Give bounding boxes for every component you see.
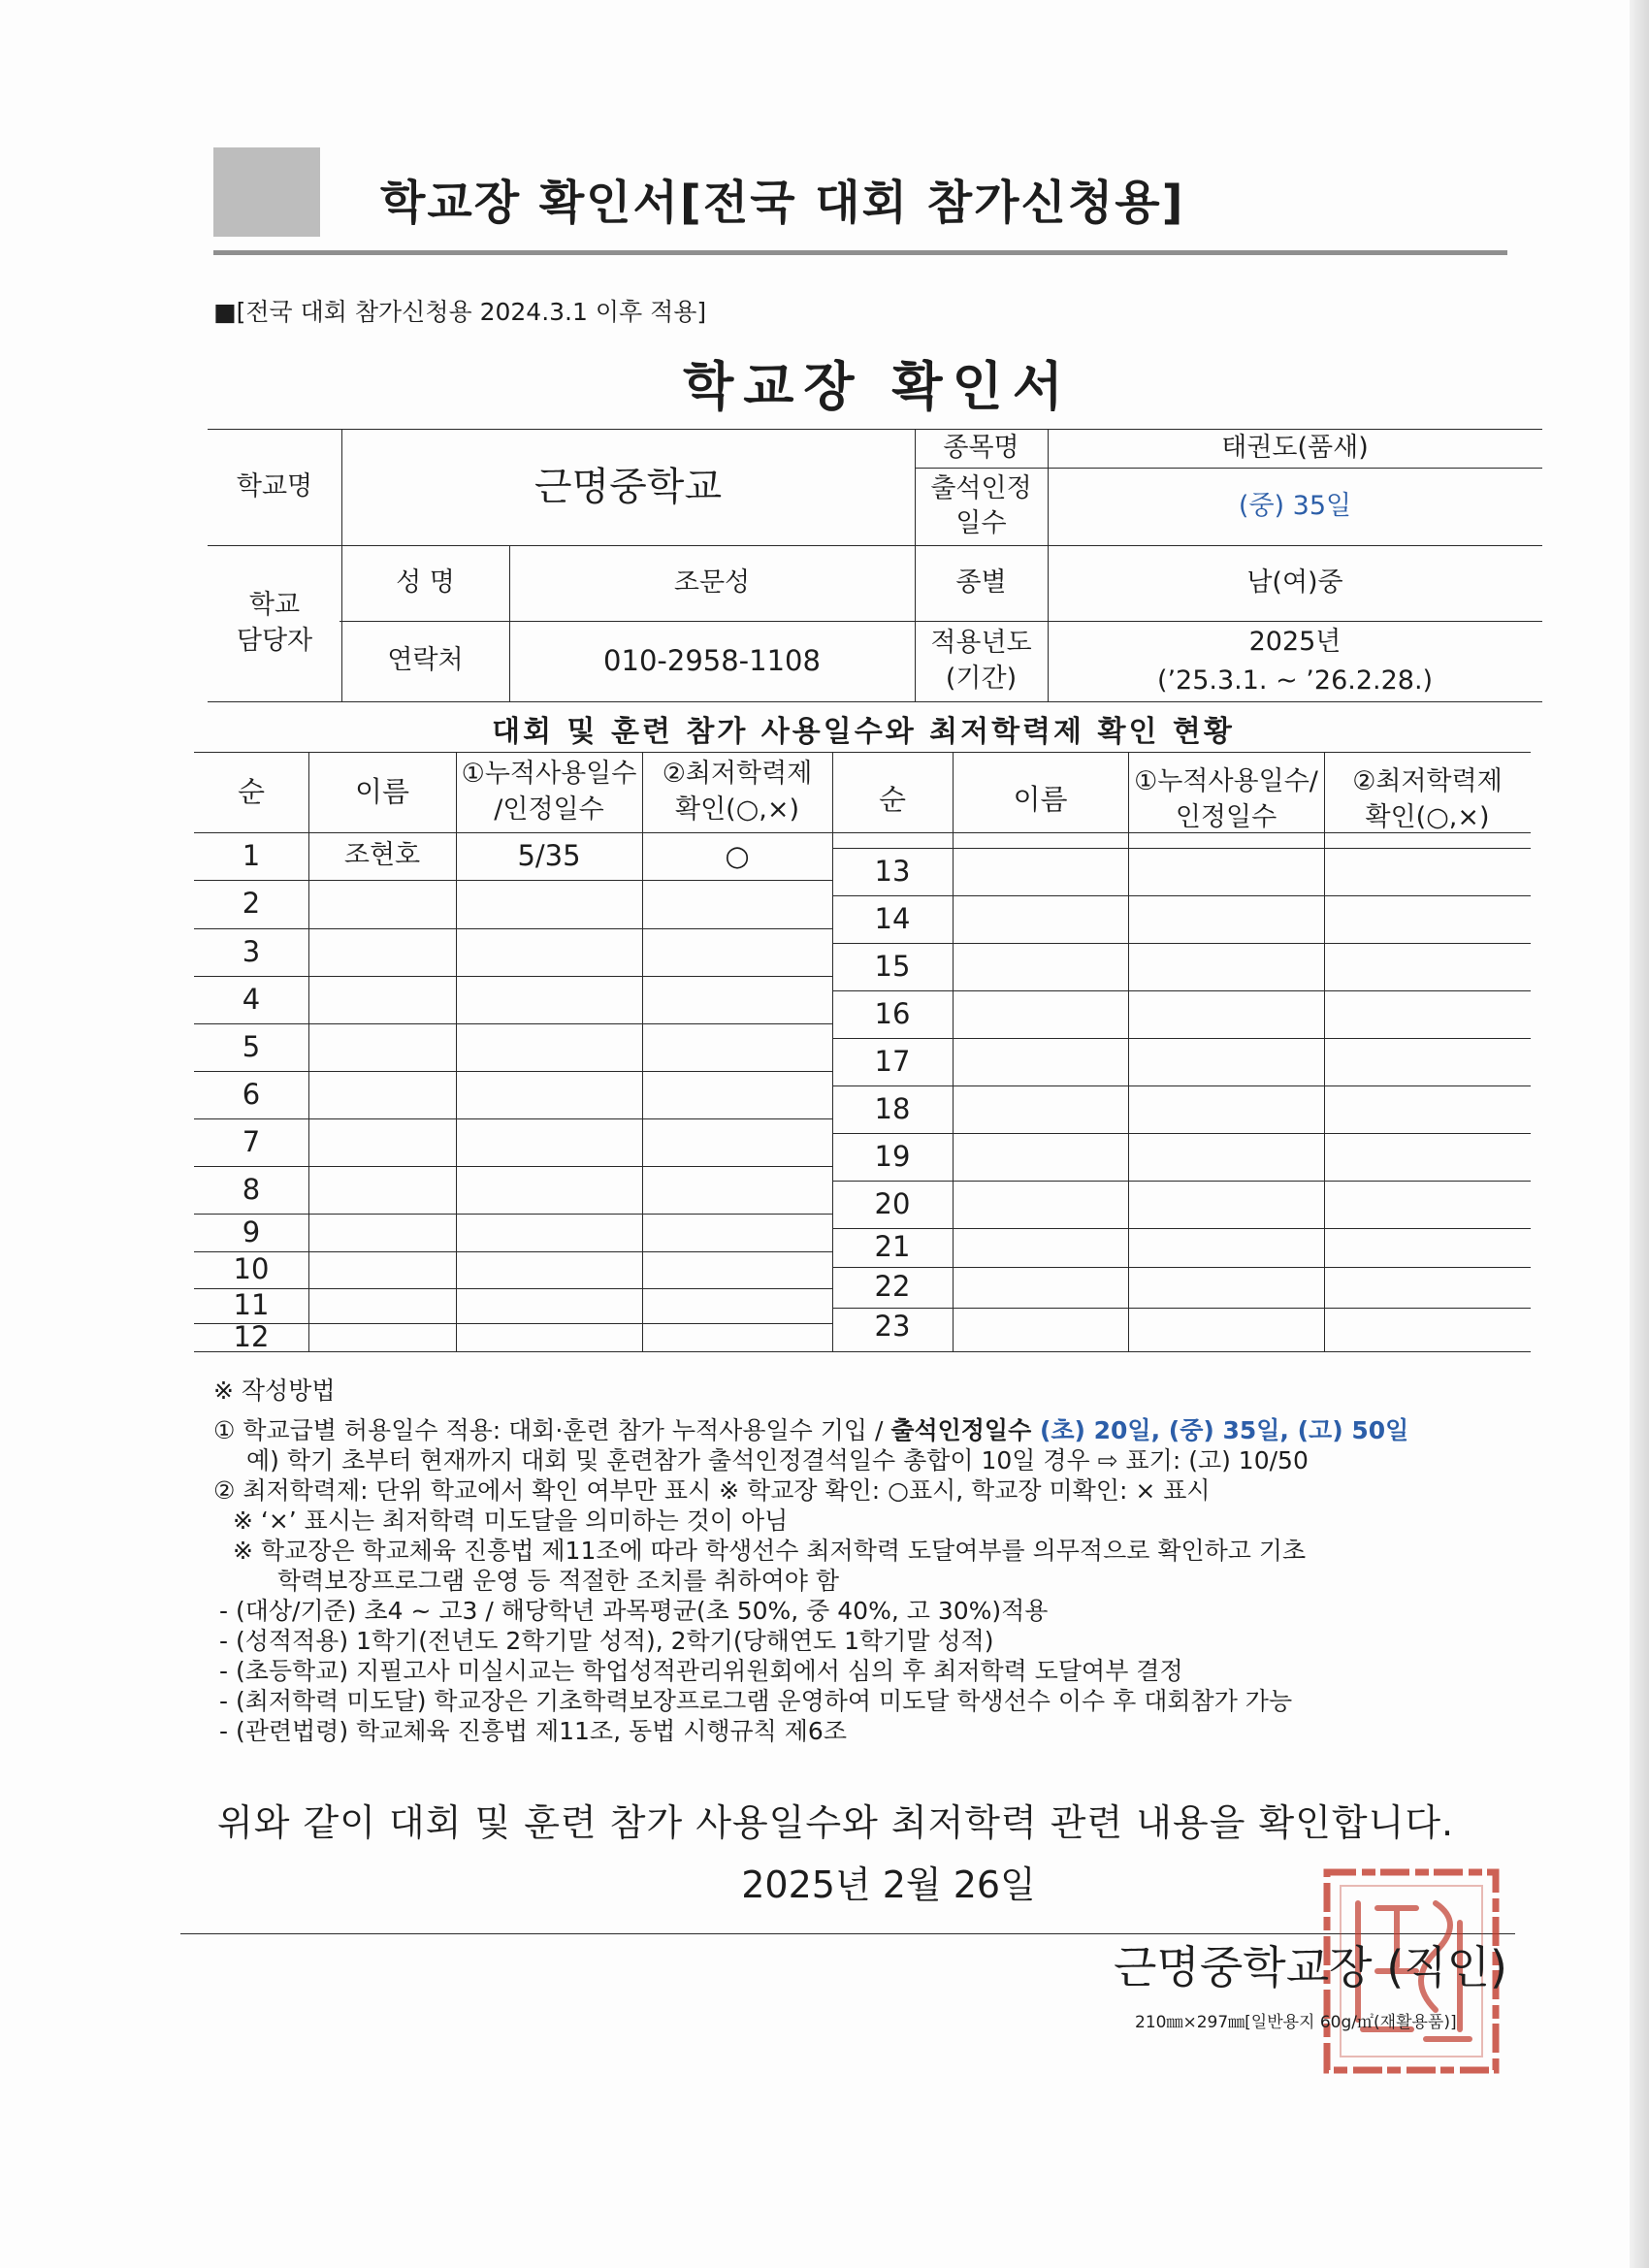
row-no: 9: [242, 1215, 261, 1248]
row-no: 8: [242, 1172, 261, 1206]
note-2: ② 최저학력제: 단위 학교에서 확인 여부만 표시 ※ 학교장 확인: ○표시, 학교장 미확인: × 표시: [213, 1476, 1211, 1505]
note-1: [213, 1415, 1408, 1445]
row-days: 5/35: [517, 838, 581, 872]
main-title: 학교장 확인서: [683, 356, 1073, 417]
note-detail-1: - (대상/기준) 초4 ~ 고3 / 해당학년 과목평균(초 50%, 중 40%, 고 30%)적용: [219, 1597, 1049, 1625]
header-check-left: ②최저학력제 확인(○,×): [662, 759, 813, 825]
row-name: 조현호: [343, 840, 421, 871]
row-no: 21: [874, 1230, 911, 1264]
closing-statement: 위와 같이 대회 및 훈련 참가 사용일수와 최저학력 관련 내용을 확인합니다.: [217, 1801, 1455, 1844]
note-1-example: 예) 학기 초부터 현재까지 대회 및 훈련참가 출석인정결석일수 총합이 10일 경우 ⇨ 표기: (고) 10/50: [246, 1446, 1309, 1474]
header-no-right: 순: [878, 782, 906, 816]
gender-value: 남(여)중: [1246, 567, 1343, 598]
note-detail-5: - (관련법령) 학교체육 진흥법 제11조, 동법 시행규칙 제6조: [219, 1717, 847, 1745]
header-name-left: 이름: [354, 774, 410, 808]
signer: 근명중학교장 (직인): [1114, 1941, 1508, 1993]
row-no: 23: [874, 1310, 911, 1344]
header-title: 학교장 확인서[전국 대회 참가신청용]: [380, 176, 1185, 230]
gender-label: 종별: [955, 567, 1007, 598]
year-label: 적용년도 (기간): [930, 628, 1032, 694]
row-no: 13: [874, 854, 911, 888]
row-no: 7: [242, 1124, 261, 1158]
row-no: 22: [874, 1270, 911, 1304]
note-2-b: ※ 학교장은 학교체육 진흥법 제11조에 따라 학생선수 최저학력 도달여부를 의무적으로 확인하고 기초: [233, 1537, 1307, 1565]
note-1-prefix: ① 학교급별 허용일수 적용: 대회·훈련 참가 누적사용일수 기입 /: [213, 1416, 891, 1444]
period-value: (’25.3.1. ~ ’26.2.28.): [1156, 664, 1434, 696]
row-no: 6: [242, 1077, 261, 1111]
row-no: 14: [874, 901, 911, 935]
header-gray-block: [213, 147, 320, 237]
row-no: 20: [874, 1186, 911, 1220]
page-edge: [1630, 0, 1649, 2268]
note-2-a: ※ ‘×’ 표시는 최저학력 미도달을 의미하는 것이 아님: [233, 1507, 789, 1535]
row-no: 1: [242, 838, 261, 872]
school-name-value: 근명중학교: [534, 465, 723, 509]
header-name-right: 이름: [1013, 782, 1068, 816]
paper-spec-note: 210㎜×297㎜[일반용지 60g/㎡(재활용품)]: [1135, 2013, 1457, 2032]
note-detail-2: - (성적적용) 1학기(전년도 2학기말 성적), 2학기(당해연도 1학기말 성적): [219, 1627, 994, 1655]
row-no: 2: [242, 887, 261, 921]
notes-section: [213, 1376, 1408, 1746]
note-2-b2: 학력보장프로그램 운영 등 적절한 조치를 취하여야 함: [277, 1567, 839, 1595]
note-detail-4: - (최저학력 미도달) 학교장은 기초학력보장프로그램 운영하여 미도달 학생선수 이수 후 대회참가 가능: [219, 1687, 1293, 1715]
subtitle: ■[전국 대회 참가신청용 2024.3.1 이후 적용]: [213, 298, 707, 326]
row-no: 12: [233, 1319, 270, 1353]
attendance-days-value: (중) 35일: [1238, 490, 1352, 521]
header-check-right: ②최저학력제 확인(○,×): [1352, 766, 1503, 832]
row-no: 19: [874, 1139, 911, 1173]
note-detail-3: - (초등학교) 지필고사 미실시교는 학업성적관리위원회에서 심의 후 최저학력 도달여부 결정: [219, 1657, 1183, 1685]
row-no: 11: [233, 1288, 270, 1322]
status-heading: 대회 및 훈련 참가 사용일수와 최저학력제 확인 현황: [492, 715, 1235, 749]
row-no: 15: [874, 949, 911, 983]
contact-value: 010-2958-1108: [603, 643, 821, 677]
issue-date: 2025년 2월 26일: [741, 1863, 1036, 1906]
notes-title: ※ 작성방법: [213, 1377, 336, 1405]
row-no: 10: [233, 1252, 270, 1286]
header-rule: [213, 250, 1507, 255]
school-name-label: 학교명: [236, 470, 313, 502]
contact-label: 연락처: [387, 645, 464, 676]
row-no: 5: [242, 1029, 261, 1063]
manager-label: 학교 담당자: [236, 590, 313, 656]
row-no: 17: [874, 1044, 911, 1078]
name-value: 조문성: [673, 567, 751, 598]
sport-label: 종목명: [943, 432, 1019, 463]
header-days-right: ①누적사용일수/ 인정일수: [1134, 766, 1318, 832]
note-1-blue: (초) 20일, (중) 35일, (고) 50일: [1039, 1416, 1409, 1444]
row-no: 4: [242, 982, 261, 1016]
row-no: 18: [874, 1091, 911, 1125]
header-days-left: ①누적사용일수 /인정일수: [461, 759, 637, 825]
name-label: 성 명: [396, 567, 455, 598]
row-no: 3: [242, 934, 261, 968]
year-value: 2025년: [1248, 626, 1342, 657]
header-no-left: 순: [237, 774, 265, 808]
row-check: ○: [725, 838, 750, 872]
row-no: 16: [874, 996, 911, 1030]
note-1-bold: 출석인정일수: [890, 1416, 1040, 1444]
sport-value: 태권도(품새): [1221, 432, 1369, 463]
attendance-days-label: 출석인정 일수: [930, 472, 1032, 538]
